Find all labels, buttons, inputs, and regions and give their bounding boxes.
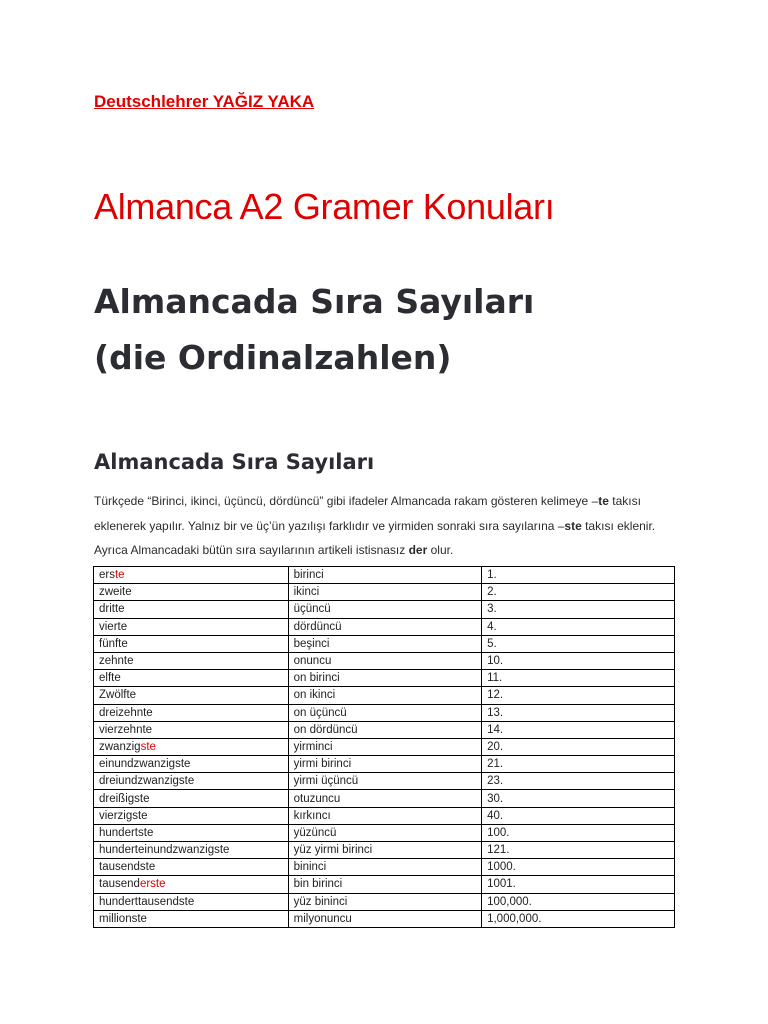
german-ordinal-cell [94, 738, 289, 755]
turkish-ordinal-cell: yirmi üçüncü [288, 773, 481, 790]
number-cell: 100. [482, 824, 675, 841]
turkish-ordinal-cell: yüz bininci [288, 893, 481, 910]
turkish-ordinal-cell: yüz yirmi birinci [288, 842, 481, 859]
table-row [94, 756, 675, 773]
table-row [94, 618, 675, 635]
table-row [94, 704, 675, 721]
table-row [94, 807, 675, 824]
german-ordinal-cell [94, 756, 289, 773]
german-ordinal-stem: hundertste [99, 826, 154, 839]
german-ordinal-stem: dreiundzwanzigste [99, 775, 195, 788]
number-cell: 1000. [482, 859, 675, 876]
german-ordinal-cell [94, 893, 289, 910]
german-ordinal-stem: dreißigste [99, 792, 150, 805]
table-row [94, 567, 675, 584]
turkish-ordinal-cell: on ikinci [288, 687, 481, 704]
german-ordinal-suffix: ste [140, 740, 156, 753]
number-cell: 11. [482, 670, 675, 687]
intro-bold-der: der [408, 543, 428, 557]
german-ordinal-cell [94, 635, 289, 652]
table-row [94, 635, 675, 652]
german-ordinal-cell [94, 842, 289, 859]
table-row [94, 790, 675, 807]
german-ordinal-cell [94, 773, 289, 790]
table-row [94, 893, 675, 910]
german-ordinal-cell [94, 876, 289, 893]
number-cell: 1001. [482, 876, 675, 893]
german-ordinal-cell [94, 687, 289, 704]
german-ordinal-stem: zwanzig [99, 740, 141, 753]
intro-bold-ste: ste [564, 518, 582, 533]
german-ordinal-cell [94, 567, 289, 584]
table-row [94, 842, 675, 859]
german-ordinal-stem: hunderteinundzwanzigste [99, 844, 230, 857]
section-heading: Almancada Sıra Sayıları [94, 450, 375, 474]
intro-text-2: takısı eklenerek yapılır. Yalnız bir ve üç’ün yazılışı farklıdır ve yirmiden sonraki sıra sayılarına – [94, 494, 641, 533]
german-ordinal-stem: tausendste [99, 861, 156, 874]
number-cell: 100,000. [482, 893, 675, 910]
number-cell: 3. [482, 601, 675, 618]
german-ordinal-suffix: te [114, 569, 125, 582]
german-ordinal-stem: ers [99, 569, 115, 582]
number-cell: 1,000,000. [482, 910, 675, 927]
number-cell: 5. [482, 635, 675, 652]
turkish-ordinal-cell: ikinci [288, 584, 481, 601]
turkish-ordinal-cell: yirmi birinci [288, 756, 481, 773]
german-ordinal-cell [94, 859, 289, 876]
turkish-ordinal-cell: yirminci [288, 738, 481, 755]
main-title: Almanca A2 Gramer Konuları [94, 186, 555, 227]
german-ordinal-cell [94, 807, 289, 824]
german-ordinal-stem: millionste [99, 912, 147, 925]
german-ordinal-stem: zweite [99, 586, 132, 599]
number-cell: 30. [482, 790, 675, 807]
table-row [94, 738, 675, 755]
number-cell: 20. [482, 738, 675, 755]
german-ordinal-cell [94, 790, 289, 807]
german-ordinal-cell [94, 670, 289, 687]
german-ordinal-stem: fünfte [99, 637, 128, 650]
table-row [94, 652, 675, 669]
table-row [94, 910, 675, 927]
number-cell: 10. [482, 652, 675, 669]
german-ordinal-cell [94, 652, 289, 669]
number-cell: 1. [482, 567, 675, 584]
german-ordinal-stem: dreizehnte [99, 706, 153, 719]
intro-text-1: Türkçede “Birinci, ikinci, üçüncü, dördüncü” gibi ifadeler Almancada rakam gösteren kelimeye – [94, 494, 599, 508]
number-cell: 23. [482, 773, 675, 790]
ordinals-table [93, 566, 675, 928]
turkish-ordinal-cell: bininci [288, 859, 481, 876]
turkish-ordinal-cell: milyonuncu [288, 910, 481, 927]
german-ordinal-stem: vierte [99, 620, 128, 633]
number-cell: 12. [482, 687, 675, 704]
turkish-ordinal-cell: on dördüncü [288, 721, 481, 738]
turkish-ordinal-cell: üçüncü [288, 601, 481, 618]
page-title [94, 274, 694, 386]
table-row [94, 824, 675, 841]
table-row [94, 721, 675, 738]
turkish-ordinal-cell: yüzüncü [288, 824, 481, 841]
german-ordinal-cell [94, 584, 289, 601]
german-ordinal-stem: dritte [99, 603, 125, 616]
number-cell: 2. [482, 584, 675, 601]
table-row [94, 876, 675, 893]
german-ordinal-stem: zehnte [99, 655, 134, 668]
german-ordinal-stem: einundzwanzigste [99, 758, 191, 771]
number-cell: 4. [482, 618, 675, 635]
number-cell: 21. [482, 756, 675, 773]
intro-paragraph [94, 489, 684, 563]
german-ordinal-cell [94, 704, 289, 721]
german-ordinal-stem: hunderttausendste [99, 895, 195, 908]
page-title-line2: (die Ordinalzahlen) [94, 338, 452, 377]
turkish-ordinal-cell: dördüncü [288, 618, 481, 635]
table-row [94, 584, 675, 601]
german-ordinal-cell [94, 910, 289, 927]
table-row [94, 601, 675, 618]
german-ordinal-cell [94, 721, 289, 738]
turkish-ordinal-cell: onuncu [288, 652, 481, 669]
german-ordinal-stem: vierzehnte [99, 723, 153, 736]
number-cell: 121. [482, 842, 675, 859]
number-cell: 13. [482, 704, 675, 721]
number-cell: 40. [482, 807, 675, 824]
intro-text-4: olur. [427, 543, 454, 557]
german-ordinal-suffix: erste [139, 878, 166, 891]
turkish-ordinal-cell: on birinci [288, 670, 481, 687]
table-row [94, 859, 675, 876]
german-ordinal-cell [94, 618, 289, 635]
ordinals-table-body [94, 567, 675, 928]
intro-bold-te: te [598, 494, 609, 508]
german-ordinal-stem: elfte [99, 672, 121, 685]
german-ordinal-stem: Zwölfte [99, 689, 137, 702]
german-ordinal-stem: vierzigste [99, 809, 148, 822]
turkish-ordinal-cell: birinci [288, 567, 481, 584]
turkish-ordinal-cell: on üçüncü [288, 704, 481, 721]
table-row [94, 773, 675, 790]
author-link[interactable]: Deutschlehrer YAĞIZ YAKA [94, 92, 315, 111]
turkish-ordinal-cell: otuzuncu [288, 790, 481, 807]
table-row [94, 670, 675, 687]
page-title-line1: Almancada Sıra Sayıları [94, 282, 535, 321]
turkish-ordinal-cell: beşinci [288, 635, 481, 652]
german-ordinal-stem: tausend [99, 878, 140, 891]
german-ordinal-cell [94, 601, 289, 618]
turkish-ordinal-cell: kırkıncı [288, 807, 481, 824]
number-cell: 14. [482, 721, 675, 738]
turkish-ordinal-cell: bin birinci [288, 876, 481, 893]
table-row [94, 687, 675, 704]
german-ordinal-cell [94, 824, 289, 841]
intro-text-3: takısı eklenir. Ayrıca Almancadaki bütün sıra sayılarının artikeli istisnasız [94, 518, 656, 557]
